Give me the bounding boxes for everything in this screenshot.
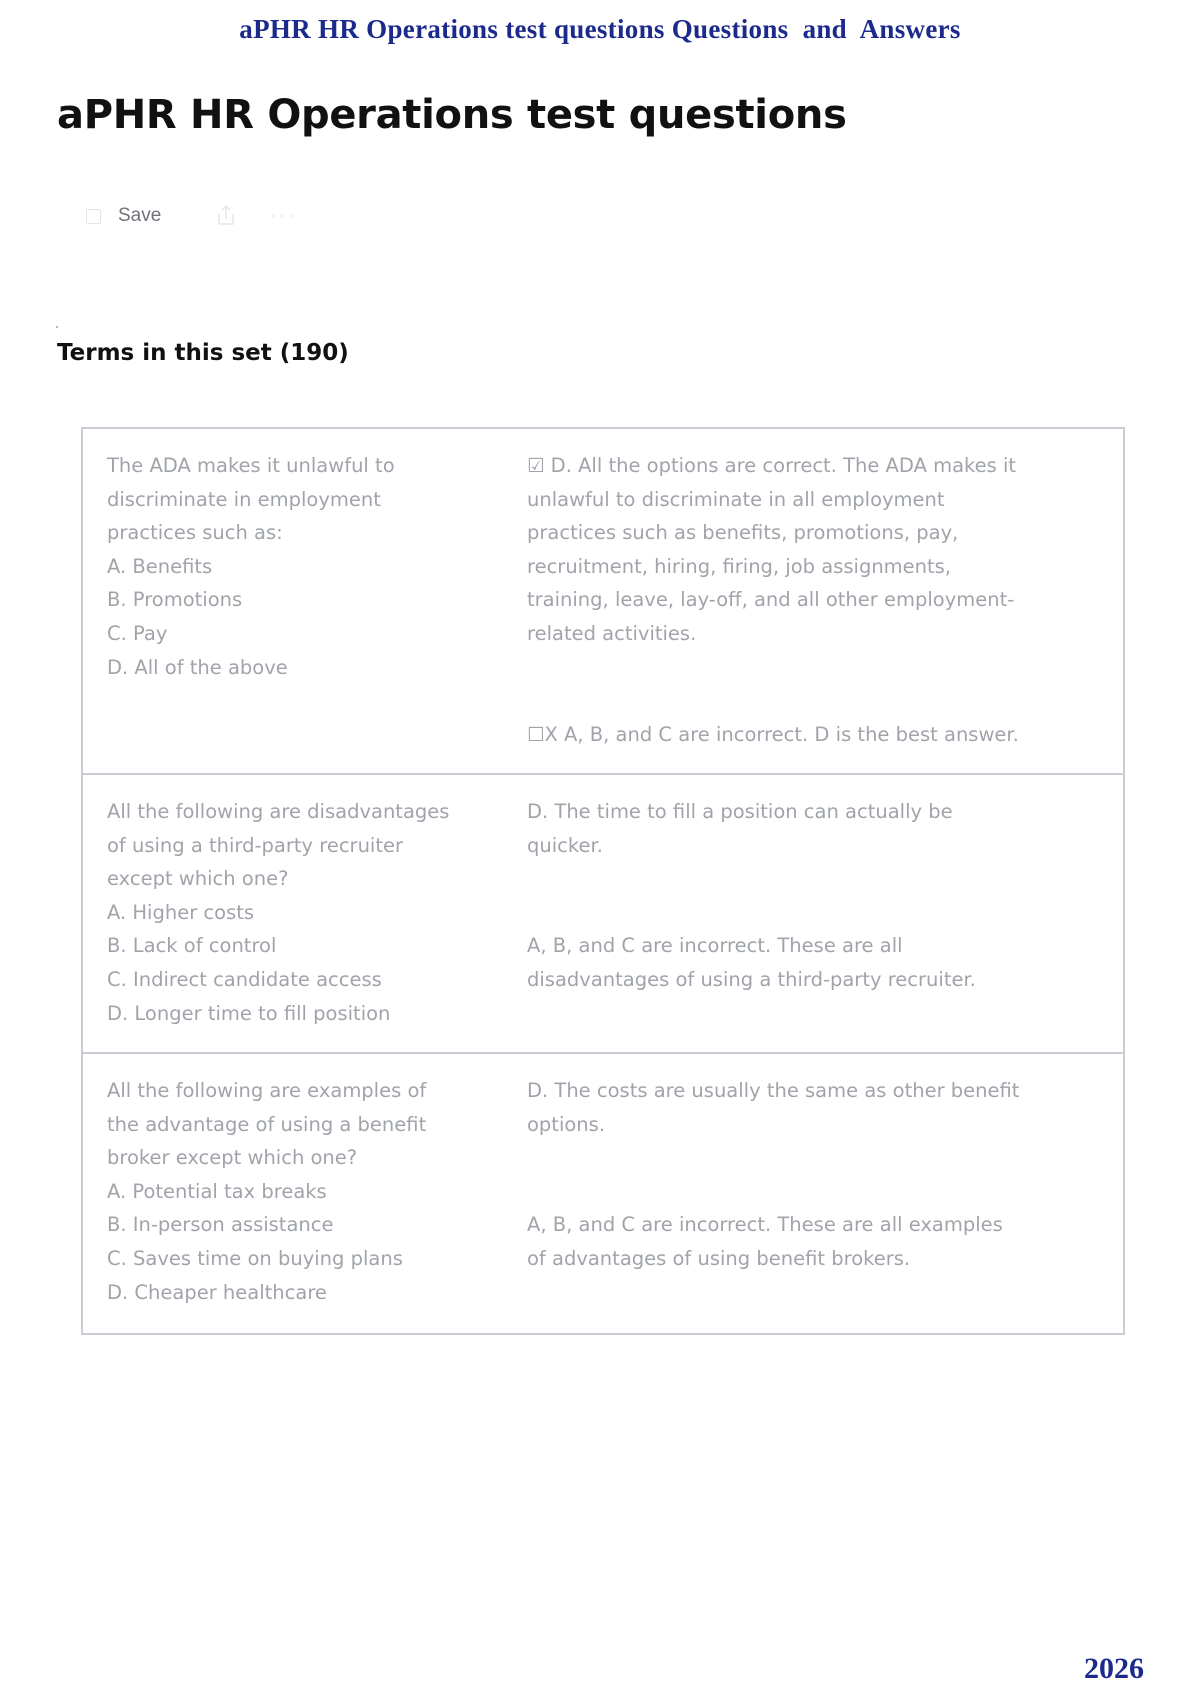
term-answer [527,775,1123,1052]
option-line: D. Longer time to fill position [107,1001,391,1025]
save-label: Save [118,205,162,226]
term-question [83,775,527,1052]
terms-heading: Terms in this set (190) [57,340,349,366]
option-line: C. Pay [107,621,168,645]
answer-line: options. [527,1112,606,1136]
save-button[interactable] [86,205,161,227]
term-answer [527,429,1123,773]
answer-line: D. The costs are usually the same as other benefit [527,1079,1020,1102]
term-row[interactable] [83,1054,1123,1333]
document-header: aPHR HR Operations test questions Questions and Answers [239,14,961,44]
toolbar [86,200,295,232]
answer-line: D. The time to fill a position can actually be [527,800,953,823]
answer-line: ☑ D. All the options are correct. The ADA makes it [527,454,1017,477]
question-line: practices such as: [107,521,283,545]
question-line: except which one? [107,867,289,891]
option-line: B. Lack of control [107,934,277,958]
term-row[interactable] [83,429,1123,775]
answer-line: training, leave, lay-off, and all other employment- [527,588,1015,612]
explanation-line: A, B, and C are incorrect. These are all [527,934,903,958]
option-line: D. Cheaper healthcare [107,1280,327,1304]
option-line: A. Potential tax breaks [107,1179,327,1203]
term-question [83,429,527,773]
save-checkbox-icon [86,209,101,224]
answer-line: practices such as benefits, promotions, pay, [527,521,959,545]
question-line: The ADA makes it unlawful to [107,454,395,477]
option-line: C. Saves time on buying plans [107,1246,403,1270]
option-line: D. All of the above [107,655,288,679]
explanation-line: A, B, and C are incorrect. These are all examples [527,1213,1003,1237]
more-options-icon[interactable] [269,212,295,220]
answer-line: quicker. [527,833,603,857]
decorative-dot [56,326,58,328]
option-line: C. Indirect candidate access [107,967,382,991]
term-answer [527,1054,1123,1333]
answer-line: related activities. [527,621,697,645]
explanation-line: ☐X A, B, and C are incorrect. D is the best answer. [527,722,1019,746]
answer-line: unlawful to discriminate in all employment [527,487,945,511]
term-question [83,1054,527,1333]
terms-list [81,427,1125,1335]
option-line: B. In-person assistance [107,1213,334,1237]
question-line: the advantage of using a benefit [107,1112,427,1136]
term-row[interactable] [83,775,1123,1054]
question-line: broker except which one? [107,1146,358,1170]
page-title: aPHR HR Operations test questions [57,92,847,138]
share-icon[interactable] [213,203,239,229]
answer-line: recruitment, hiring, firing, job assignments, [527,554,952,578]
option-line: A. Higher costs [107,900,255,924]
question-line: discriminate in employment [107,487,381,511]
question-line: of using a third-party recruiter [107,833,404,857]
option-line: A. Benefits [107,554,213,578]
footer-year: 2026 [1084,1652,1144,1685]
explanation-line: disadvantages of using a third-party recruiter. [527,967,976,991]
option-line: B. Promotions [107,588,243,612]
question-line: All the following are disadvantages [107,800,450,823]
explanation-line: of advantages of using benefit brokers. [527,1246,911,1270]
question-line: All the following are examples of [107,1079,427,1102]
